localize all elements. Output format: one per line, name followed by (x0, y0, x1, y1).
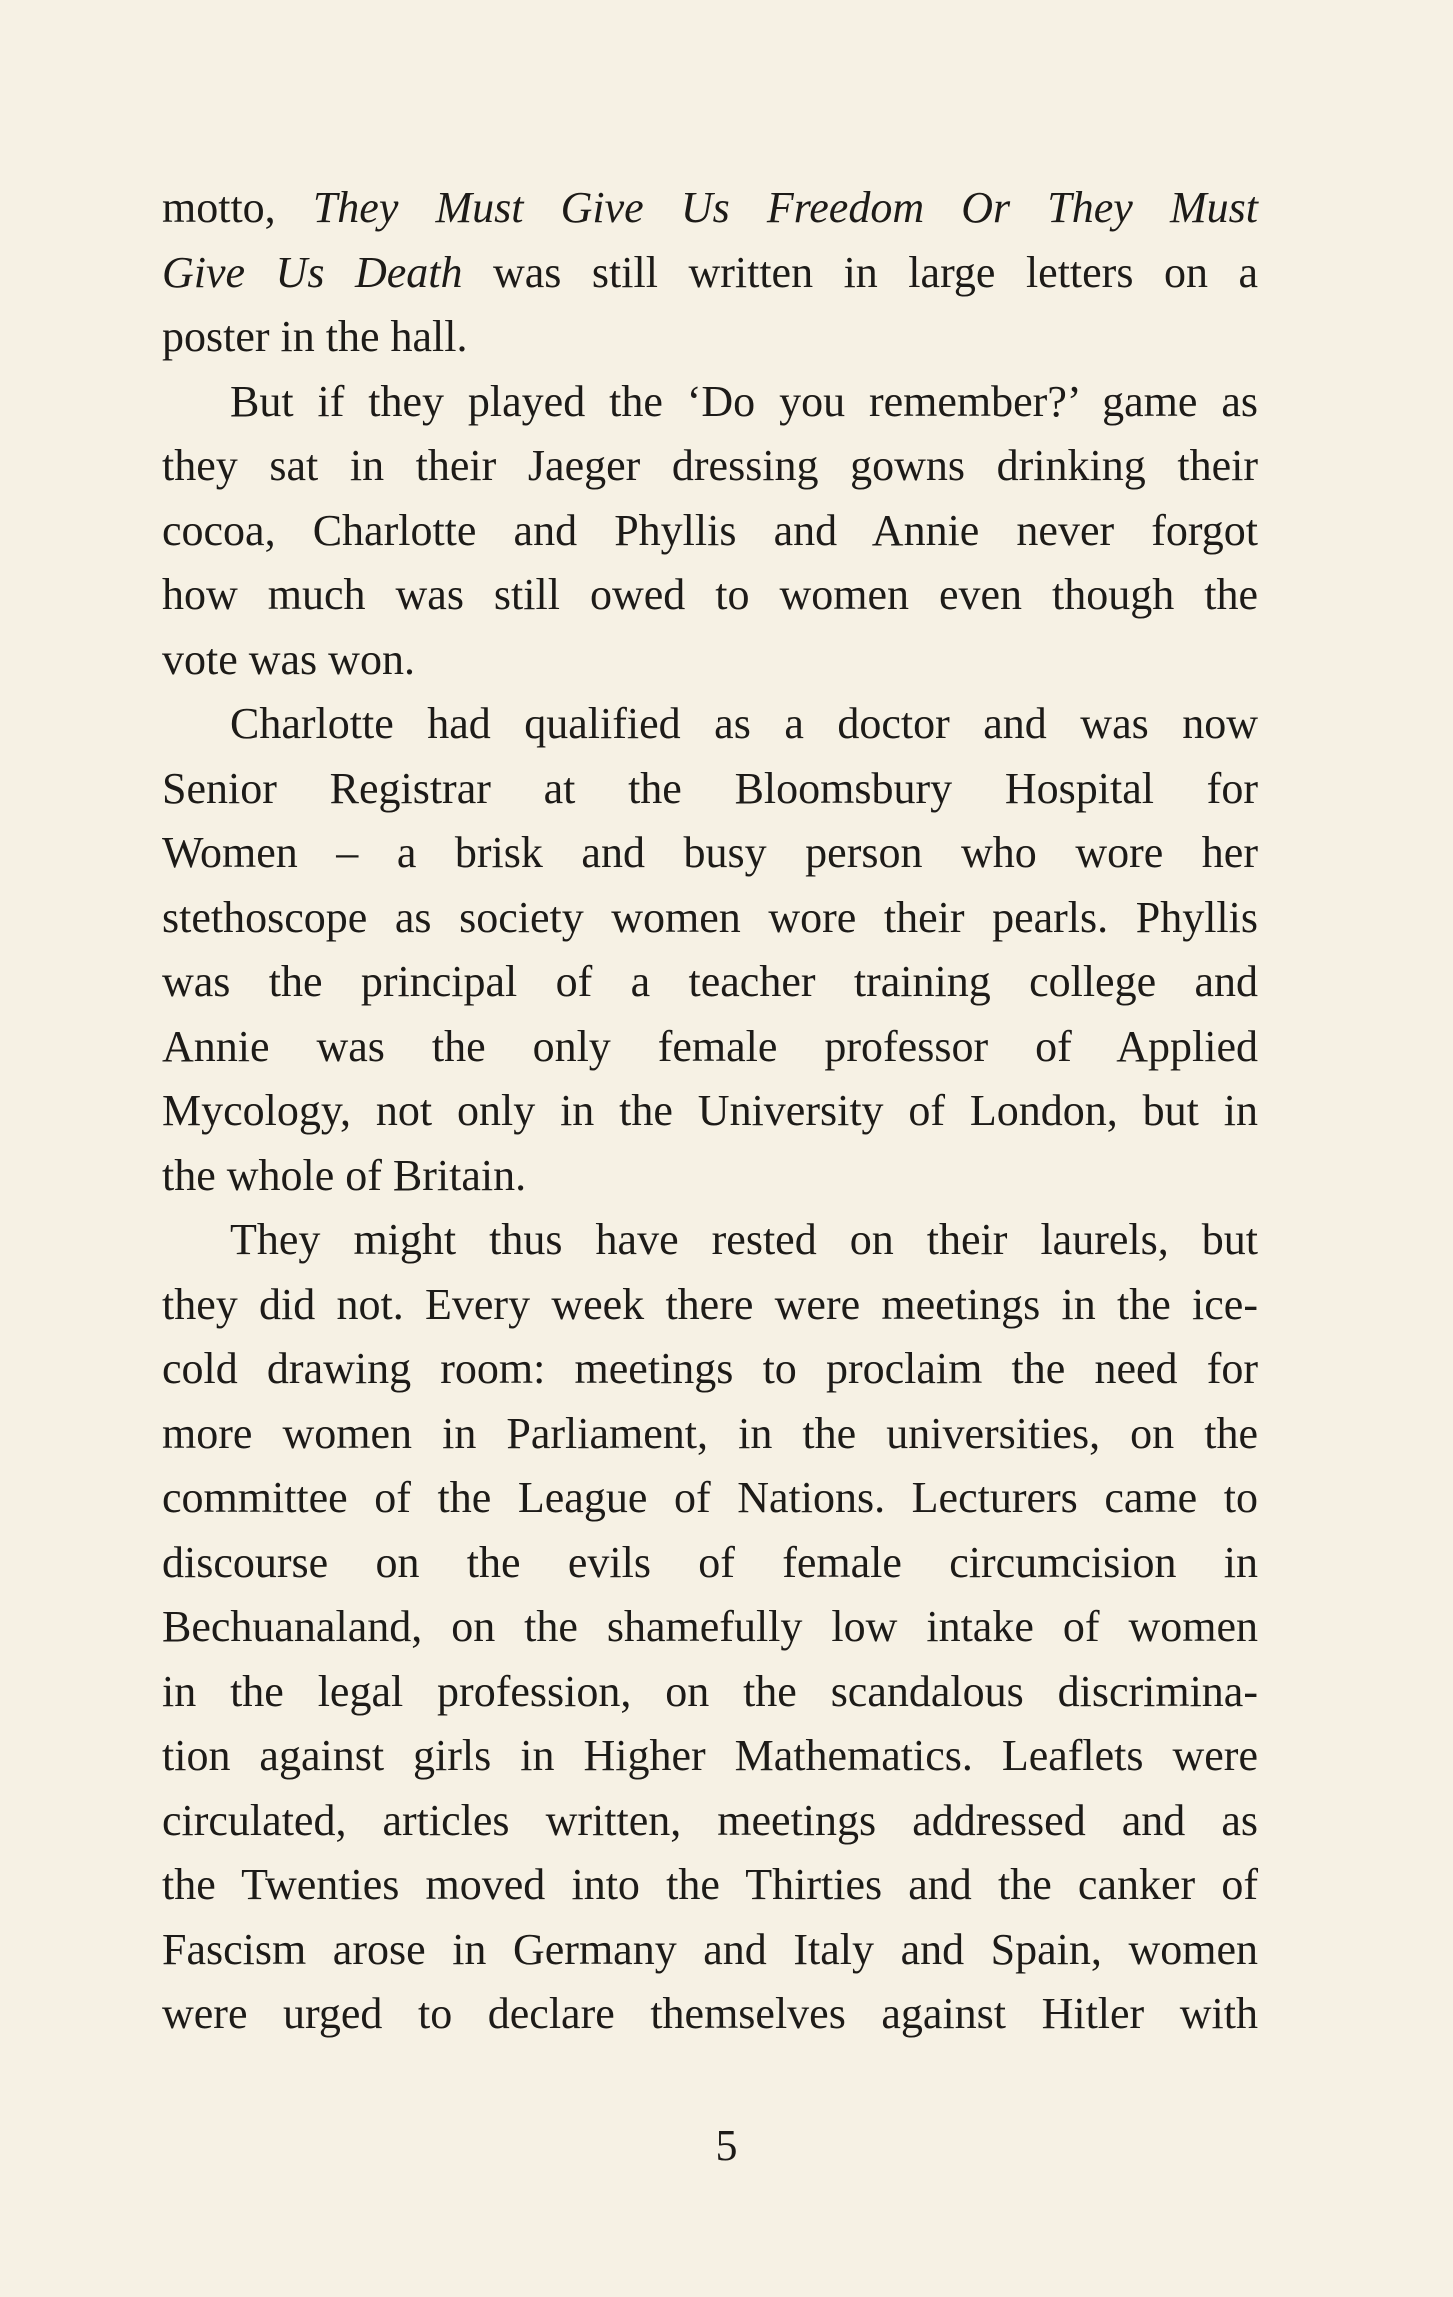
text-line: they did not. Every week there were meetings in the ice- (162, 1279, 1258, 1329)
text-line: stethoscope as society women wore their pearls. Phyllis (162, 892, 1258, 942)
text-line: cocoa, Charlotte and Phyllis and Annie never forgot (162, 505, 1258, 555)
text-line: were urged to declare themselves against Hitler with (162, 1989, 1258, 2038)
text-line: But if they played the ‘Do you remember?’ game as (230, 376, 1258, 426)
text-line: they sat in their Jaeger dressing gowns drinking their (162, 441, 1258, 490)
paragraph-4 (162, 1208, 1258, 2047)
text-line: Give Us Death was still written in large letters on a (162, 247, 1258, 297)
text-line: Bechuanaland, on the shamefully low intake of women (162, 1602, 1258, 1651)
text-line: Annie was the only female professor of Applied (162, 1021, 1258, 1071)
text-line: Senior Registrar at the Bloomsbury Hospital for (162, 763, 1258, 813)
text-line: more women in Parliament, in the universities, on the (162, 1408, 1258, 1458)
text-line: discourse on the evils of female circumcision in (162, 1537, 1258, 1587)
text-line: in the legal profession, on the scandalous discrimina- (162, 1666, 1258, 1716)
text-line: was the principal of a teacher training college and (162, 957, 1258, 1006)
text-line: committee of the League of Nations. Lecturers came to (162, 1473, 1258, 1522)
text-line: the whole of Britain. (162, 1150, 527, 1200)
text-line: Fascism arose in Germany and Italy and Spain, women (162, 1924, 1258, 1974)
page-number: 5 (715, 2121, 738, 2170)
body-text (162, 176, 1258, 2047)
text-line: motto, They Must Give Us Freedom Or They Must (162, 183, 1258, 232)
text-line: Mycology, not only in the University of London, but in (162, 1086, 1258, 1135)
text-line: the Twenties moved into the Thirties and the canker of (162, 1860, 1258, 1909)
text-line: Charlotte had qualified as a doctor and was now (230, 699, 1258, 748)
paragraph-3 (162, 692, 1258, 1208)
text-line: They might thus have rested on their laurels, but (230, 1215, 1258, 1264)
text-line: tion against girls in Higher Mathematics. Leaflets were (162, 1731, 1258, 1780)
text-line: poster in the hall. (162, 312, 468, 361)
text-line: cold drawing room: meetings to proclaim the need for (162, 1344, 1258, 1393)
paragraph-1 (162, 176, 1258, 370)
text-line: Women – a brisk and busy person who wore her (162, 828, 1258, 877)
paragraph-2 (162, 370, 1258, 693)
text-line: how much was still owed to women even though the (162, 570, 1258, 619)
text-line: vote was won. (162, 634, 415, 684)
text-line: circulated, articles written, meetings addressed and as (162, 1795, 1258, 1845)
